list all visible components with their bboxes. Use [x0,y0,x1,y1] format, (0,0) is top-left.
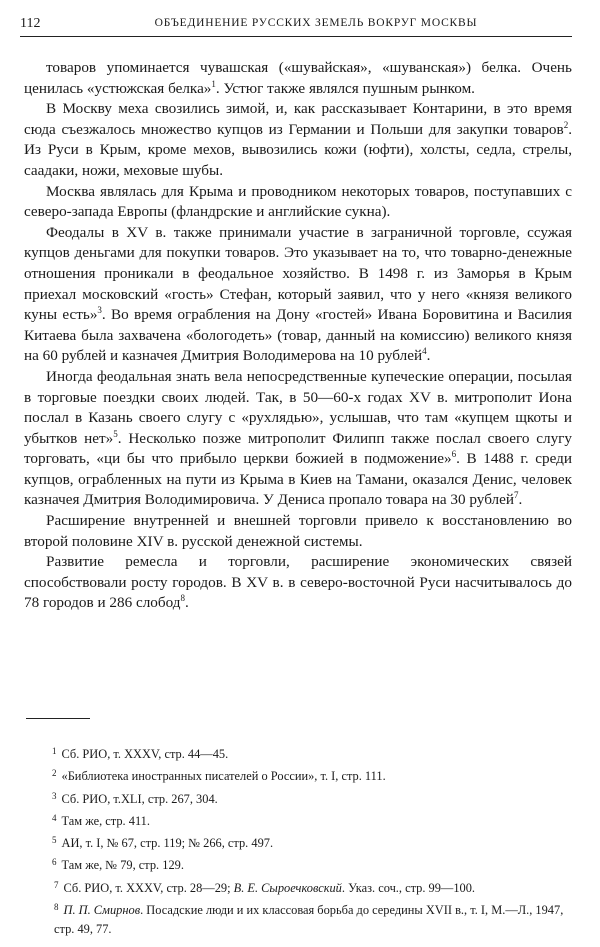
footnote: $^6$ Там же, № 79, стр. 129. [52,857,184,873]
paragraph: Феодалы в XV в. также принимали участие в заграничной торговле, ссужая купцов деньгами для покупки товаров. Это указывает на то, что товарно-денежные отношения проникали в феодальное хозяйство. В 1498 г. из Заморья в Крым приехал московский «гость» Стефан, который заявил, что у него «князя великого куны есть»$^3$. Во время ограбления на Дону «гостей» Ивана Боровитина и Василия Китаева была захвачена «бологодеть» (товар, данный на комиссию) великого князя на 60 рублей и казначея Дмитрия Володимерова на 10 рублей$^4$. [24,223,572,365]
page-header [20,14,572,37]
paragraph: товаров упоминается чувашская («шувайская», «шуванская») белка. Очень ценилась «устюжская белка»$^1$. Устюг также являлся пушным рынком. [24,59,572,97]
footnote: $^2$ «Библиотека иностранных писателей о России», т. I, стр. 111. [52,768,386,784]
main-text [24,58,572,614]
footnote-ref[interactable]: 6 [451,449,457,460]
footnote: $^4$ Там же, стр. 411. [52,812,150,828]
footnote: $^3$ Сб. РИО, т.XLI, стр. 267, 304. [52,790,218,806]
footnote-ref[interactable]: 1 [211,78,216,89]
footnote-ref[interactable]: 7 [514,490,519,501]
footnote-divider [26,718,90,719]
running-title: ОБЪЕДИНЕНИЕ РУССКИХ ЗЕМЕЛЬ ВОКРУГ МОСКВЫ [154,17,478,29]
footnote: $^7$ Сб. РИО, т. XXXV, стр. 28—29; В. Е. Сыроечковский. Указ. соч., стр. 99—100. [54,879,476,895]
author-name: П. П. Смирнов [63,903,141,918]
paragraph: Развитие ремесла и торговли, расширение экономических связей способствовали росту городов. В XV в. в северо-восточной Руси насчитывалось до 78 городов и 286 слобод$^8$. [24,553,572,612]
footnote: $^1$ Сб. РИО, т. XXXV, стр. 44—45. [52,746,229,761]
footnote-ref[interactable]: 3 [97,305,102,316]
paragraph: В Москву меха свозились зимой, и, как рассказывает Контарини, в это время сюда съезжалось множество купцов из Германии и Польши для закупки товаров$^2$. Из Руси в Крым, кроме мехов, вывозились кожи (юфти), холсты, седла, стрелы, саадаки, ножи, меховые шубы. [24,100,572,179]
author-name: В. Е. Сыроечковский [233,880,342,895]
footnote-ref[interactable]: 4 [422,346,427,357]
paragraph: Москва являлась для Крыма и проводником некоторых товаров, поступавших с северо-запада Европы (фландрские и английские сукна). [24,182,572,221]
paragraph: Расширение внутренней и внешней торговли привело к восстановлению во второй половине XIV в. русской денежной системы. [24,512,572,550]
page-number: 112 [20,16,41,31]
footnotes [26,742,572,940]
footnote: $^8$ П. П. Смирнов. Посадские люди и их классовая борьба до середины XVII в., т. I, М.—Л., 1947, стр. 49, 77. [54,902,564,937]
footnote: $^5$ АИ, т. I, № 67, стр. 119; № 266, стр. 497. [52,835,274,851]
paragraph: Иногда феодальная знать вела непосредственные купеческие операции, посылая в торговые поездки своих людей. Так, в 50—60-х годах XV в. митрополит Иона послал в Казань своего слугу с «рухлядью», услышав, что там «купцем щкоты и убытков нет»$^5$. Несколько позже митрополит Филипп также послал своего слугу торговать, «ци бы что прибыло церкви божией в подможение»$^6$. В 1488 г. среди купцов, ограбленных на пути из Крыма в Киев на Тамани, оказался Денис, человек казначея Дмитрия Володимировича. У Дениса пропало товара на 30 рублей$^7$. [24,367,573,509]
footnote-ref[interactable]: 2 [563,119,569,130]
footnote-ref[interactable]: 8 [180,593,185,604]
footnote-ref[interactable]: 5 [113,428,118,439]
